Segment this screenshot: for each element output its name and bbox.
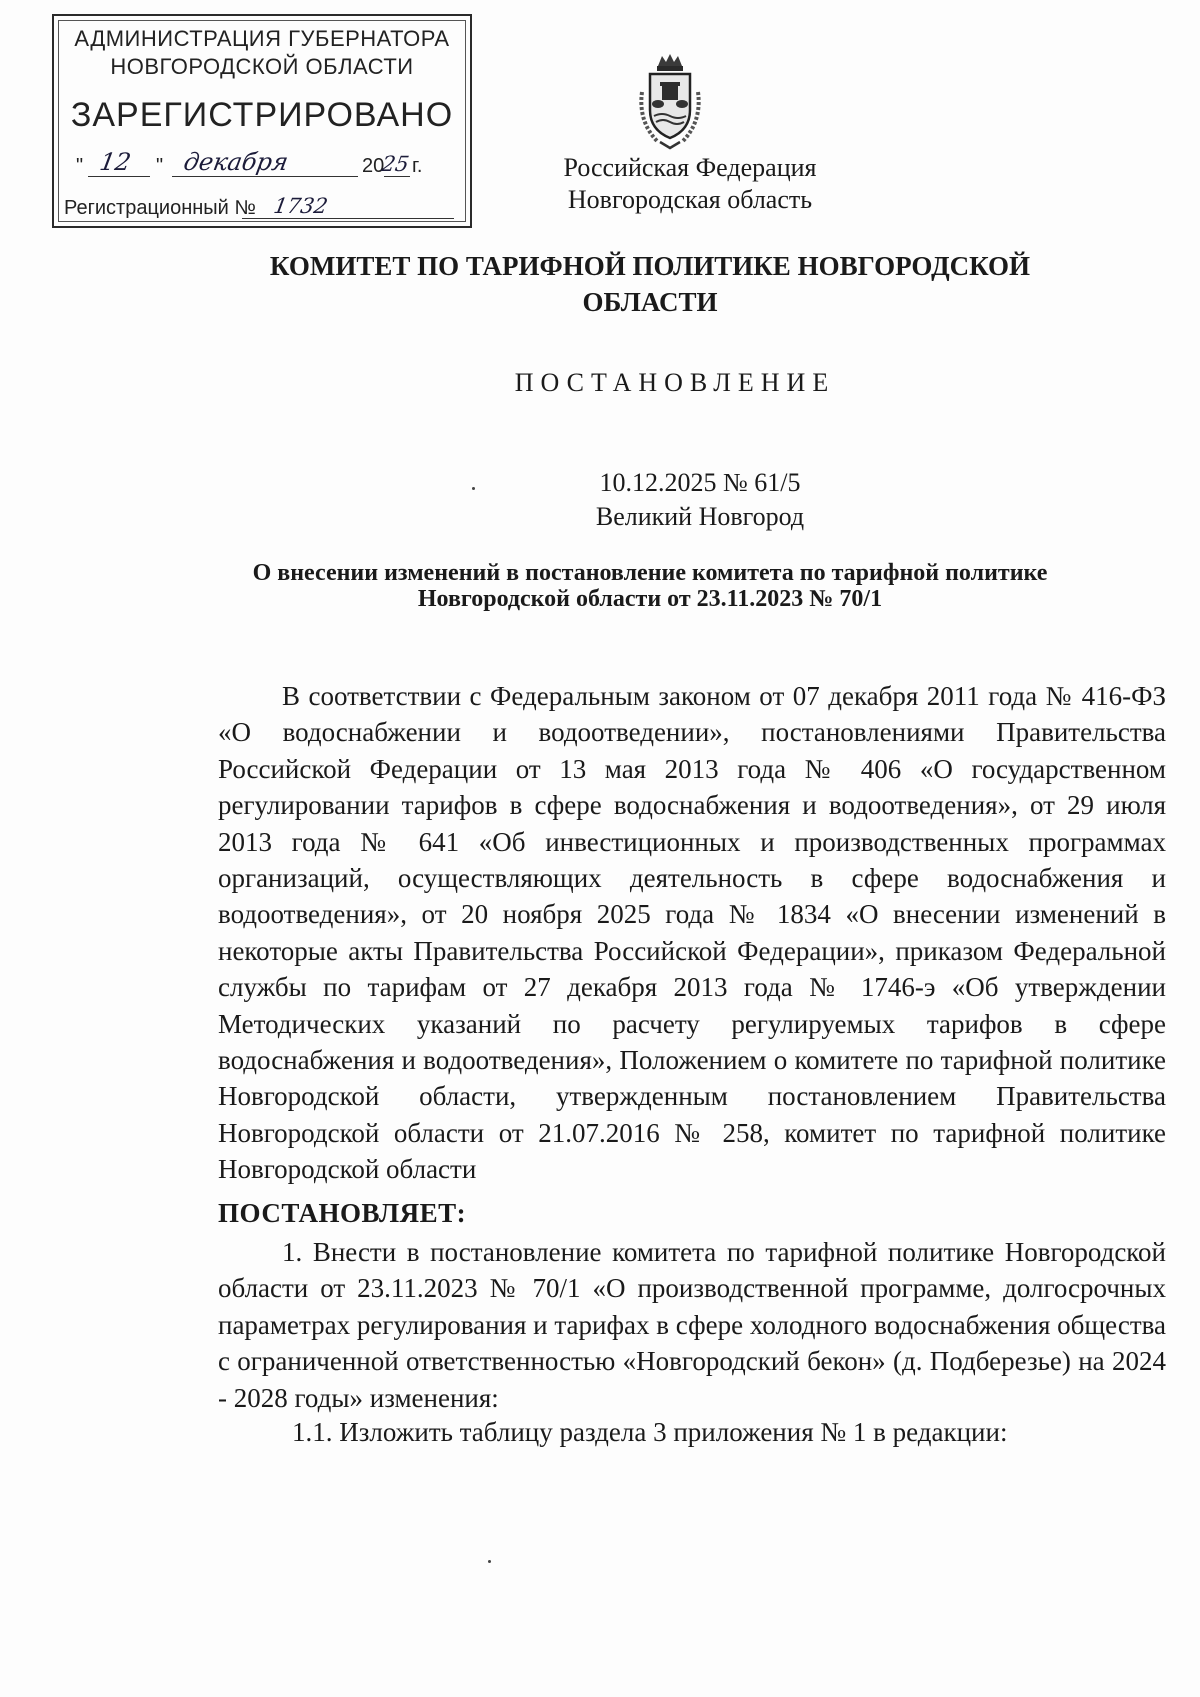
- stamp-year-suffix: 25: [379, 152, 411, 176]
- country-name: Российская Федерация: [563, 153, 817, 182]
- stamp-quote-close: ": [156, 155, 164, 177]
- stamp-quote-open: ": [76, 155, 84, 177]
- resolves-heading: ПОСТАНОВЛЯЕТ:: [218, 1198, 467, 1228]
- region-name: Новгородская область: [567, 185, 813, 214]
- item-1-paragraph: 1. Внести в постановление комитета по тарифной политике Новгородской области от 23.11.2023 № 70/1 «О производственной программе, долгосрочных параметрах регулирования и тарифах в сфере холодного водоснабжения общества с ограниченной ответственностью «Новгородский бекон» (д. Подберезье) на 2024 - 2028 годы» изменения:: [218, 1237, 1166, 1413]
- country-region-block: [390, 152, 990, 216]
- stamp-org-line2: НОВГОРОДСКОЙ ОБЛАСТИ: [110, 54, 414, 79]
- scan-speck: [488, 1560, 491, 1563]
- stamp-year-end: г.: [412, 155, 423, 177]
- stamp-day-underline: [88, 176, 150, 177]
- document-date-number: 10.12.2025 № 61/5: [599, 468, 801, 497]
- document-subject: О внесении изменений в постановление комитета по тарифной политике Новгородской области от 23.11.2023 № 70/1: [252, 560, 1048, 612]
- stamp-day: 12: [97, 148, 134, 176]
- preamble-paragraph: В соответствии с Федеральным законом от 07 декабря 2011 года № 416-ФЗ «О водоснабжении и водоотведении», постановлениями Правительства Российской Федерации от 13 мая 2013 года № 406 «О государственном регулировании тарифов в сфере водоснабжения и водоотведения», от 29 июля 2013 года № 641 «Об инвестиционных и производственных программах организаций, осуществляющих деятельность в сфере водоснабжения и водоотведения», от 20 ноября 2025 года № 1834 «О внесении изменений в некоторые акты Правительства Российской Федерации», приказом Федеральной службы по тарифам от 27 декабря 2013 года № 1746-э «Об утверждении Методических указаний по расчету регулируемых тарифов в сфере водоснабжения и водоотведения», Положением о комитете по тарифной политике Новгородской области, утвержденным постановлением Правительства Новгородской области от 21.07.2016 № 258, комитет по тарифной политике Новгородской области: [218, 681, 1166, 1185]
- document-type: ПОСТАНОВЛЕНИЕ: [514, 368, 836, 397]
- stamp-reg-number: 1732: [271, 194, 330, 218]
- date-number-block: [400, 466, 1000, 534]
- stamp-reg-label: Регистрационный №: [64, 197, 256, 219]
- committee-title: КОМИТЕТ ПО ТАРИФНОЙ ПОЛИТИКЕ НОВГОРОДСКОЙ ОБЛАСТИ: [269, 251, 1031, 317]
- stamp-year-prefix: 20: [362, 155, 385, 177]
- stamp-month-underline: [172, 176, 358, 177]
- item-1-1-paragraph: 1.1. Изложить таблицу раздела 3 приложения № 1 в редакции:: [292, 1417, 1008, 1447]
- scan-speck: [472, 487, 475, 490]
- stamp-reg-underline: [242, 218, 454, 219]
- stamp-month: декабря: [181, 148, 291, 176]
- stamp-registered: ЗАРЕГИСТРИРОВАНО: [70, 96, 454, 134]
- stamp-org-line1: АДМИНИСТРАЦИЯ ГУБЕРНАТОРА: [74, 26, 450, 51]
- coat-of-arms-icon: [628, 52, 712, 152]
- document-city: Великий Новгород: [595, 502, 805, 531]
